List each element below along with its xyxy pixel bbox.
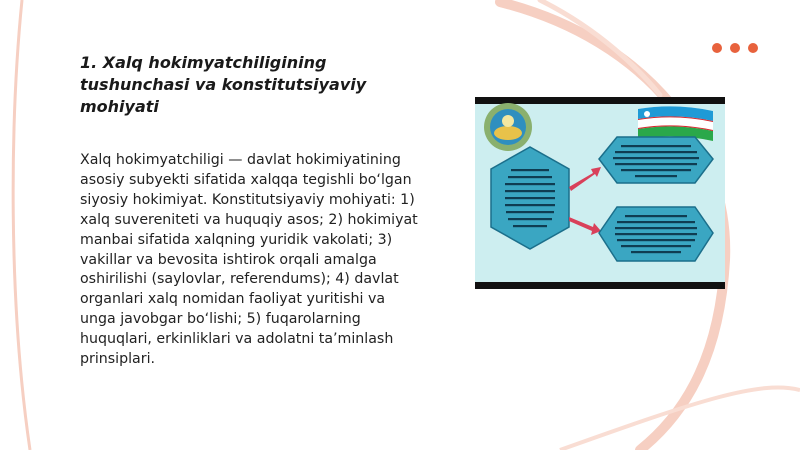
infographic-image xyxy=(475,97,725,289)
dot xyxy=(712,43,722,53)
slide-title: 1. Xalq hokimyatchiligining tushunchasi va konstitutsiyaviy mohiyati xyxy=(80,53,367,116)
uzbekistan-emblem-icon xyxy=(484,103,532,151)
more-dots-icon xyxy=(712,38,761,50)
decorative-arc-bottom xyxy=(560,388,800,450)
decorative-arc-left xyxy=(13,0,30,450)
hexagon-left-text xyxy=(505,169,555,227)
uzbekistan-flag-icon xyxy=(638,106,713,141)
slide-body-text: Xalq hokimyatchiligi — davlat hokimiyatining asosiy subyekti sifatida xalqqa tegishli bo‘lgan siyosiy hokimiyat. Konstitutsiyaviy mohiyati: 1) xalq suvereniteti va huquqiy asos; 2) hokimiyat manbai sifatida xalqning yuridik vakolati; 3) vakillar va bevosita ishtirok orqali amalga oshirilishi (saylovlar, referendums); 4) davlat organlari xalq nomidan faoliyat yuritishi va unga javobgar bo‘lishi; 5) fuqarolarning huquqlari, erkinliklari va adolatni ta’minlash prinsiplari. xyxy=(80,152,418,368)
